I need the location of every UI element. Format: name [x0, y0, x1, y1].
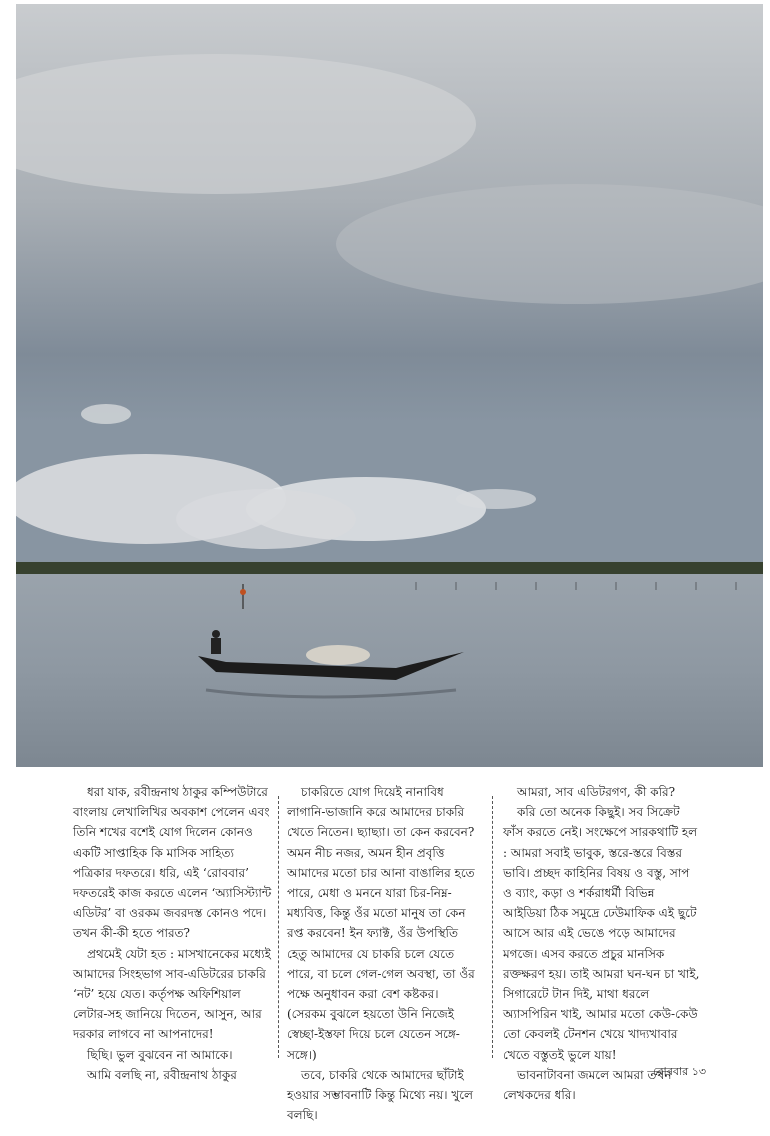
text-column-1 [73, 782, 273, 1085]
paragraph: করি তো অনেক কিছুই। সব সিক্রেট ফাঁস করতে নেই। সংক্ষেপে সারকথাটি হল : আমরা সবাই ভাবুক, স্তরে-স্তরে বিস্তর ভাবি। প্রচ্ছদ কাহিনির বিষয় ও বস্তু, সাপ ও ব্যাং, কড়া ও শর্করাধর্মী বিভিন্ন আইডিয়া ঠিক সমুদ্রে ঢেউমাফিক এই ছুটে আসে আর এই ভেঙে পড়ে আমাদের মগজে। এসব করতে প্রচুর মানসিক রক্তক্ষরণ হয়। তাই আমরা ঘন-ঘন চা খাই, সিগারেটে টান দিই, মাথা ধরলে অ্যাসপিরিন খাই, আমার মতো কেউ-কেউ তো কেবলই টেনশন খেয়ে খাদ্যখাবার খেতে বস্তুতই ভুলে যায়! [503, 805, 700, 1062]
text-column-3 [503, 782, 701, 1105]
paragraph: আমরা, সাব এডিটরগণ, কী করি? [517, 785, 676, 799]
column-divider [278, 796, 279, 1058]
page-folio: রোববার ১৩ [653, 1065, 706, 1078]
river-boat-photo [16, 4, 763, 767]
paragraph: প্রথমেই যেটা হত : মাসখানেকের মধ্যেই আমাদের সিংহভাগ সাব-এডিটরের চাকরি ‘নট’ হয়ে যেত। কর্তৃপক্ষ অফিশিয়াল লেটার-সহ জানিয়ে দিতেন, আসুন, আর দরকার লাগবে না আপনাদের! [73, 946, 271, 1042]
text-column-2 [287, 782, 477, 1125]
paragraph: আমি বলছি না, রবীন্দ্রনাথ ঠাকুর [87, 1067, 237, 1082]
paragraph: চাকরিতে যোগ দিয়েই নানাবিধ লাগানি-ভাজানি করে আমাদের চাকরি খেতে নিতেন। ছ্যাছ্যা। তা কেন করবেন? অমন নীচ নজর, অমন হীন প্রবৃত্তি আমাদের মতো চার আনা বাঙালির হতে পারে, মেধা ও মননে যারা চির-নিম্ন-মধ্যবিত্ত, কিন্তু ওঁর মতো মানুষ তা কেন রপ্ত করবেন! ইন ফ্যাক্ট, ওঁর উপস্থিতি হেতু আমাদের যে চাকরি চলে যেতে পারে, বা চলে গেল-গেল অবস্থা, তা ওঁর পক্ষে অনুধাবন করা বেশ কষ্টকর। (সেরকম বুঝলে হয়তো উনি নিজেই স্বেচ্ছা-ইস্তফা দিয়ে চলে যেতেন সঙ্গে-সঙ্গে।) [287, 785, 475, 1062]
paragraph: ছিছি। ভুল বুঝবেন না আমাকে। [87, 1047, 233, 1062]
paragraph: ভাবনাটাবনা জমলে আমরা তখন লেখকদের ধরি। [503, 1067, 672, 1103]
paragraph: তবে, চাকরি থেকে আমাদের ছাঁটাই হওয়ার সম্ভাবনাটি কিন্তু মিথ্যে নয়। খুলে বলছি। [287, 1067, 473, 1123]
paragraph: ধরা যাক, রবীন্দ্রনাথ ঠাকুর কম্পিউটারে বাংলায় লেখালিখির অবকাশ পেলেন এবং তিনি শখের বশেই যোগ দিলেন কোনও একটি সাপ্তাহিক কি মাসিক সাহিত্য পত্রিকার দফতরে। ধরি, এই ‘রোববার’ দফতরেই কাজ করতে এলেন ‘অ্যাসিস্ট্যান্ট এডিটর’ বা ওরকম জবরদস্ত কোনও পদে। তখন কী-কী হতে পারত? [73, 785, 272, 941]
photo-illustration [16, 4, 763, 767]
column-divider [492, 796, 493, 1058]
